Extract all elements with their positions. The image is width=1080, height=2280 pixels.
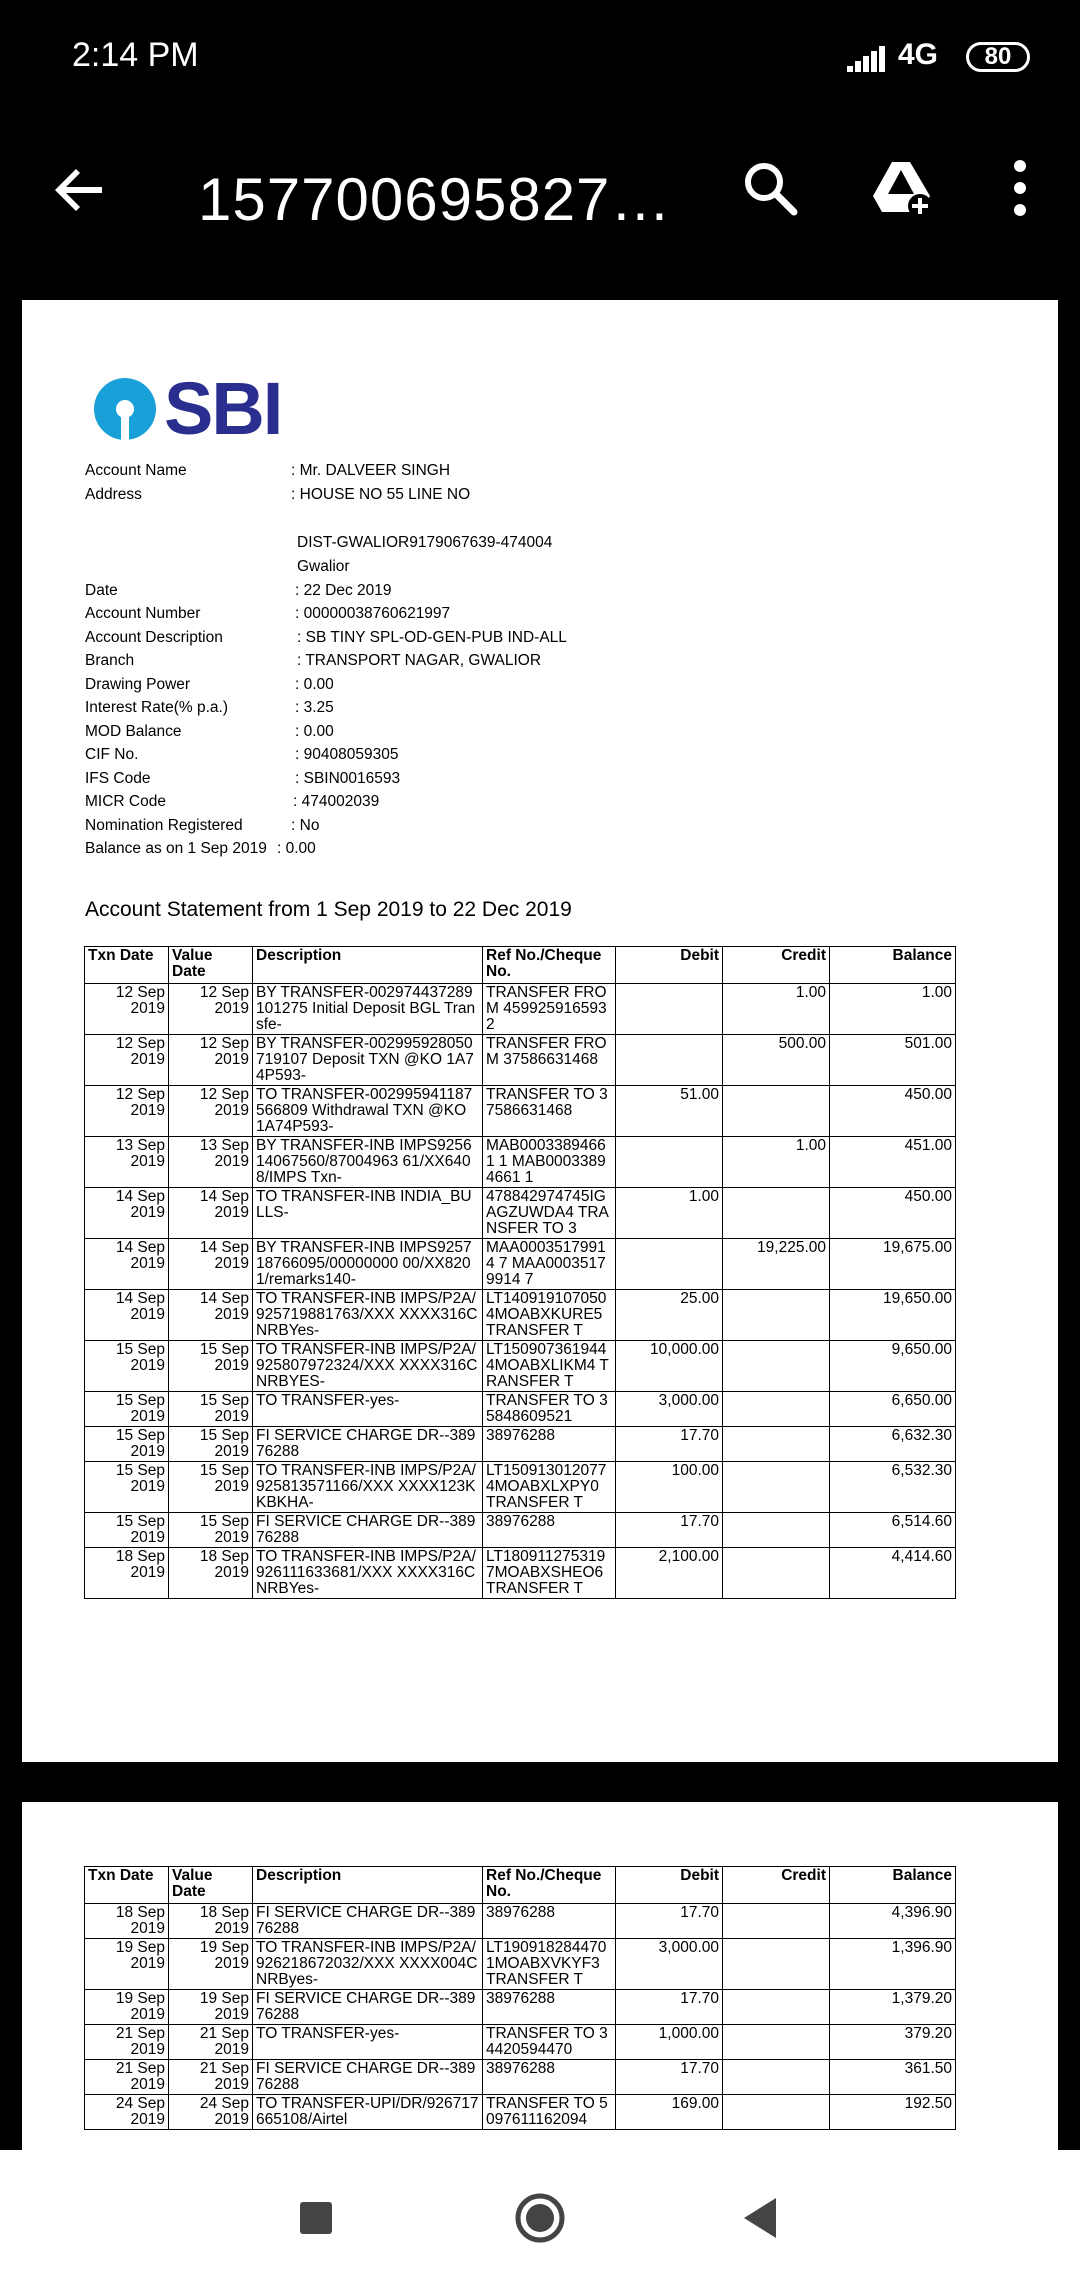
cell-description: TO TRANSFER-INB IMPS/P2A/926111633681/XXX XXXX316CNRBYes- <box>253 1548 483 1599</box>
app-bar <box>0 120 1080 300</box>
table-row <box>85 1904 956 1939</box>
arrow-back-icon[interactable] <box>50 160 110 220</box>
cell-credit <box>723 1341 830 1392</box>
cell-value-date: 18 Sep 2019 <box>169 1548 253 1599</box>
table-row <box>85 1188 956 1239</box>
header-description: Description <box>253 1867 483 1904</box>
battery-indicator: 80 <box>966 42 1030 72</box>
status-bar <box>0 0 1080 120</box>
header-credit: Credit <box>723 1867 830 1904</box>
cell-txn-date: 24 Sep 2019 <box>85 2095 169 2130</box>
cell-credit: 1.00 <box>723 1137 830 1188</box>
cell-txn-date: 21 Sep 2019 <box>85 2060 169 2095</box>
cell-txn-date: 14 Sep 2019 <box>85 1239 169 1290</box>
cell-debit: 17.70 <box>616 1904 723 1939</box>
cell-debit: 1,000.00 <box>616 2025 723 2060</box>
pdf-page-2 <box>22 1802 1058 2150</box>
table-row <box>85 1462 956 1513</box>
table-row <box>85 1239 956 1290</box>
cell-value-date: 18 Sep 2019 <box>169 1904 253 1939</box>
cell-value-date: 14 Sep 2019 <box>169 1188 253 1239</box>
cell-txn-date: 18 Sep 2019 <box>85 1548 169 1599</box>
cell-balance: 6,532.30 <box>830 1462 956 1513</box>
cell-description: FI SERVICE CHARGE DR--38976288 <box>253 1904 483 1939</box>
cell-value-date: 12 Sep 2019 <box>169 1086 253 1137</box>
cell-credit <box>723 1939 830 1990</box>
header-txn-date: Txn Date <box>85 947 169 984</box>
transactions-body-page-1 <box>85 984 956 1599</box>
table-row <box>85 1341 956 1392</box>
header-credit: Credit <box>723 947 830 984</box>
cell-ref-no: LT180911275319 7MOABXSHEO6 TRANSFER T <box>483 1548 616 1599</box>
table-row <box>85 1939 956 1990</box>
cell-debit <box>616 984 723 1035</box>
cell-description: TO TRANSFER-yes- <box>253 2025 483 2060</box>
header-value-date: Value Date <box>169 1867 253 1904</box>
cell-txn-date: 21 Sep 2019 <box>85 2025 169 2060</box>
cell-ref-no: LT140919107050 4MOABXKURE5 TRANSFER T <box>483 1290 616 1341</box>
cell-credit <box>723 1290 830 1341</box>
table-row <box>85 1035 956 1086</box>
table-row <box>85 1086 956 1137</box>
cell-credit <box>723 1086 830 1137</box>
cell-txn-date: 15 Sep 2019 <box>85 1462 169 1513</box>
cell-debit: 25.00 <box>616 1290 723 1341</box>
nav-recents-icon[interactable] <box>286 2188 346 2248</box>
cell-balance: 19,675.00 <box>830 1239 956 1290</box>
cell-balance: 4,396.90 <box>830 1904 956 1939</box>
table-header-row <box>85 1867 956 1904</box>
cell-value-date: 21 Sep 2019 <box>169 2060 253 2095</box>
cell-debit: 1.00 <box>616 1188 723 1239</box>
cell-debit <box>616 1137 723 1188</box>
table-row <box>85 1548 956 1599</box>
cell-description: BY TRANSFER-INB IMPS925718766095/00000000 00/XX8201/remarks140- <box>253 1239 483 1290</box>
table-header-row <box>85 947 956 984</box>
cell-txn-date: 18 Sep 2019 <box>85 1904 169 1939</box>
cell-txn-date: 14 Sep 2019 <box>85 1290 169 1341</box>
table-row <box>85 1290 956 1341</box>
cell-description: TO TRANSFER-INB IMPS/P2A/925807972324/XXX XXXX316CNRBYES- <box>253 1341 483 1392</box>
cell-value-date: 15 Sep 2019 <box>169 1462 253 1513</box>
pdf-viewer[interactable] <box>0 300 1080 2150</box>
cell-credit: 19,225.00 <box>723 1239 830 1290</box>
search-icon[interactable] <box>738 156 802 220</box>
cell-balance: 451.00 <box>830 1137 956 1188</box>
cell-credit <box>723 1427 830 1462</box>
cell-txn-date: 19 Sep 2019 <box>85 1990 169 2025</box>
cell-description: TO TRANSFER-UPI/DR/926717665108/Airtel <box>253 2095 483 2130</box>
cell-txn-date: 12 Sep 2019 <box>85 1086 169 1137</box>
cell-credit: 500.00 <box>723 1035 830 1086</box>
cell-description: TO TRANSFER-INB IMPS/P2A/926218672032/XXX XXXX004CNRByes- <box>253 1939 483 1990</box>
cell-description: BY TRANSFER-002995928050719107 Deposit TXN @KO 1A74P593- <box>253 1035 483 1086</box>
cell-debit: 100.00 <box>616 1462 723 1513</box>
header-value-date: Value Date <box>169 947 253 984</box>
cell-txn-date: 19 Sep 2019 <box>85 1939 169 1990</box>
cell-debit <box>616 1239 723 1290</box>
cell-ref-no: MAA00035179914 7 MAA00035179914 7 <box>483 1239 616 1290</box>
document-title: 157700695827… <box>198 166 672 233</box>
drive-add-icon[interactable] <box>870 156 934 220</box>
cell-debit: 17.70 <box>616 1427 723 1462</box>
sbi-logo-text: SBI <box>164 367 282 450</box>
cell-value-date: 19 Sep 2019 <box>169 1990 253 2025</box>
cell-ref-no: LT150907361944 4MOABXLIKM4 TRANSFER T <box>483 1341 616 1392</box>
cell-ref-no: TRANSFER TO 5097611162094 <box>483 2095 616 2130</box>
pdf-page-1: SBI Account Name : Mr. DALVEER SINGH Address : HOUSE NO 55 LINE NO DIST-GWALIOR9179067639-474004 Gwalior Date : 22 Dec 2019 Account Number : 00000038760621997 Account Description : SB TINY SPL-OD-GEN-PUB IND-ALL Branch : TRANSPORT NAGAR, GWALIOR Drawing Power : 0.00 Interest Rate(% p.a.) : 3.25 MOD Balance : 0.00 CIF No. : 90408059305 IFS Code : SBIN0016593 MICR Code : 474002039 Nomination Registered : No Balance as on 1 Sep 2019 : 0.00 Account Statement from 1 Sep 2019 to 22 Dec 2019 Txn Date Value Date Description Ref No./Cheque No. Debit Credit Balance 12 Sep 2019 12 Sep 2019 BY TRANSFER-002974437289101275 Initial Deposit BGL Transfe- TRANSFER FROM 4599259165932 1.00 1.00 12 Sep 2019 12 Sep 2019 BY TRANSFER-002995928050719107 Deposit TXN @KO 1A74P593- TRANSFER FROM 37586631468 500.00 501.00 12 Sep 2019 12 Sep 2019 TO TRANSFER-002995941187566809 Withdrawal TXN @KO 1A74P593- TRANSFER TO 37586631468 51.00 450.00 13 Sep 2019 13 Sep 2019 BY TRANSFER-INB IMPS925614067560/87004963 61/XX6408/IMPS Txn- MAB00033894661 1 MAB00033894661 1 1.00 451.00 14 Sep 2019 14 Sep 2019 TO TRANSFER-INB INDIA_BULLS- 478842974745IG AGZUWDA4 TRANSFER TO 3 1.00 450.00 14 Sep 2019 14 Sep 2019 BY TRANSFER-INB IMPS925718766095/00000000 00/XX8201/remarks140- MAA00035179914 7 MAA00035179914 7 19,225.00 19,675.00 14 Sep 2019 14 Sep 2019 TO TRANSFER-INB IMPS/P2A/925719881763/XXX XXXX316CNRBYes- LT140919107050 4MOABXKURE5 TRANSFER T 25.00 19,650.00 15 Sep 2019 15 Sep 2019 TO TRANSFER-INB IMPS/P2A/925807972324/XXX XXXX316CNRBYES- LT150907361944 4MOABXLIKM4 TRANSFER T 10,000.00 9,650.00 15 Sep 2019 15 Sep 2019 TO TRANSFER-yes- TRANSFER TO 35848609521 3,000.00 6,650.00 15 Sep 2019 15 Sep 2019 FI SERVICE CHARGE DR--38976288 38976288 17.70 6,632.30 15 Sep 2019 15 Sep 2019 TO TRANSFER-INB IMPS/P2A/925813571166/XXX XXXX123KKBKHA- LT150913012077 4MOABXLXPY0 TRANSFER T 100.00 6,532.30 15 Sep 2019 15 Sep 2019 FI SERVICE CHARGE DR--38976288 38976288 17.70 6,514.60 18 Sep 2019 18 Sep 2019 TO TRANSFER-INB IMPS/P2A/926111633681/XXX XXXX316CNRBYes- LT180911275319 7MOABXSHEO6 TRANSFER T 2,100.00 4,414.60 <box>22 300 1058 1762</box>
header-balance: Balance <box>830 947 956 984</box>
cell-txn-date: 15 Sep 2019 <box>85 1427 169 1462</box>
table-row <box>85 1427 956 1462</box>
cell-credit <box>723 1462 830 1513</box>
nav-back-icon[interactable] <box>732 2188 792 2248</box>
cell-credit <box>723 1392 830 1427</box>
cell-credit <box>723 1904 830 1939</box>
header-ref-no: Ref No./Cheque No. <box>483 947 616 984</box>
cell-txn-date: 15 Sep 2019 <box>85 1392 169 1427</box>
table-row <box>85 1513 956 1548</box>
cell-credit <box>723 1548 830 1599</box>
cell-description: FI SERVICE CHARGE DR--38976288 <box>253 2060 483 2095</box>
cell-description: BY TRANSFER-002974437289101275 Initial Deposit BGL Transfe- <box>253 984 483 1035</box>
cell-balance: 6,650.00 <box>830 1392 956 1427</box>
cell-balance: 379.20 <box>830 2025 956 2060</box>
cell-balance: 450.00 <box>830 1188 956 1239</box>
cell-balance: 6,514.60 <box>830 1513 956 1548</box>
cell-txn-date: 12 Sep 2019 <box>85 1035 169 1086</box>
sbi-logo-mark-icon <box>94 378 156 440</box>
cell-ref-no: TRANSFER FROM 4599259165932 <box>483 984 616 1035</box>
header-balance: Balance <box>830 1867 956 1904</box>
cell-balance: 19,650.00 <box>830 1290 956 1341</box>
table-row <box>85 1137 956 1188</box>
cell-credit <box>723 2095 830 2130</box>
transactions-table-page-2 <box>84 1866 956 2130</box>
cell-description: BY TRANSFER-INB IMPS925614067560/87004963 61/XX6408/IMPS Txn- <box>253 1137 483 1188</box>
status-time: 2:14 PM <box>72 36 199 74</box>
cell-ref-no: TRANSFER TO 37586631468 <box>483 1086 616 1137</box>
cell-balance: 1,379.20 <box>830 1990 956 2025</box>
cell-value-date: 21 Sep 2019 <box>169 2025 253 2060</box>
table-row <box>85 984 956 1035</box>
cell-balance: 9,650.00 <box>830 1341 956 1392</box>
header-description: Description <box>253 947 483 984</box>
table-row <box>85 2025 956 2060</box>
header-debit: Debit <box>616 947 723 984</box>
sbi-logo <box>94 367 314 450</box>
cell-debit: 169.00 <box>616 2095 723 2130</box>
cell-debit: 17.70 <box>616 2060 723 2095</box>
cell-debit: 3,000.00 <box>616 1939 723 1990</box>
cell-ref-no: 38976288 <box>483 1904 616 1939</box>
system-nav-bar <box>0 2150 1080 2280</box>
table-row <box>85 1990 956 2025</box>
cell-debit: 17.70 <box>616 1990 723 2025</box>
cell-credit <box>723 2025 830 2060</box>
cell-ref-no: TRANSFER TO 35848609521 <box>483 1392 616 1427</box>
statement-title: Account Statement from 1 Sep 2019 to 22 Dec 2019 <box>85 898 572 921</box>
cell-balance: 6,632.30 <box>830 1427 956 1462</box>
cell-balance: 450.00 <box>830 1086 956 1137</box>
header-debit: Debit <box>616 1867 723 1904</box>
cell-balance: 501.00 <box>830 1035 956 1086</box>
cell-credit <box>723 1990 830 2025</box>
cell-value-date: 24 Sep 2019 <box>169 2095 253 2130</box>
cell-ref-no: 478842974745IG AGZUWDA4 TRANSFER TO 3 <box>483 1188 616 1239</box>
transactions-body-page-2 <box>85 1904 956 2130</box>
nav-home-icon[interactable] <box>510 2188 570 2248</box>
transactions-table-page-1 <box>84 946 956 1599</box>
cell-balance: 361.50 <box>830 2060 956 2095</box>
cell-value-date: 12 Sep 2019 <box>169 984 253 1035</box>
network-type: 4G <box>898 38 939 71</box>
cell-ref-no: TRANSFER TO 34420594470 <box>483 2025 616 2060</box>
cell-txn-date: 14 Sep 2019 <box>85 1188 169 1239</box>
cell-txn-date: 13 Sep 2019 <box>85 1137 169 1188</box>
cell-txn-date: 15 Sep 2019 <box>85 1341 169 1392</box>
header-ref-no: Ref No./Cheque No. <box>483 1867 616 1904</box>
cell-balance: 1.00 <box>830 984 956 1035</box>
cell-debit: 2,100.00 <box>616 1548 723 1599</box>
cell-value-date: 15 Sep 2019 <box>169 1341 253 1392</box>
cell-ref-no: MAB00033894661 1 MAB00033894661 1 <box>483 1137 616 1188</box>
cell-description: TO TRANSFER-002995941187566809 Withdrawal TXN @KO 1A74P593- <box>253 1086 483 1137</box>
cell-value-date: 15 Sep 2019 <box>169 1513 253 1548</box>
cell-debit: 17.70 <box>616 1513 723 1548</box>
cell-txn-date: 12 Sep 2019 <box>85 984 169 1035</box>
cell-description: TO TRANSFER-INB INDIA_BULLS- <box>253 1188 483 1239</box>
cell-ref-no: TRANSFER FROM 37586631468 <box>483 1035 616 1086</box>
header-txn-date: Txn Date <box>85 1867 169 1904</box>
cell-ref-no: 38976288 <box>483 1513 616 1548</box>
cell-ref-no: LT150913012077 4MOABXLXPY0 TRANSFER T <box>483 1462 616 1513</box>
cell-balance: 1,396.90 <box>830 1939 956 1990</box>
cell-description: TO TRANSFER-yes- <box>253 1392 483 1427</box>
cell-credit <box>723 1513 830 1548</box>
cell-description: FI SERVICE CHARGE DR--38976288 <box>253 1513 483 1548</box>
cell-value-date: 14 Sep 2019 <box>169 1239 253 1290</box>
cell-description: FI SERVICE CHARGE DR--38976288 <box>253 1427 483 1462</box>
cell-ref-no: 38976288 <box>483 1990 616 2025</box>
cell-debit: 10,000.00 <box>616 1341 723 1392</box>
cell-value-date: 19 Sep 2019 <box>169 1939 253 1990</box>
cell-balance: 192.50 <box>830 2095 956 2130</box>
cell-description: FI SERVICE CHARGE DR--38976288 <box>253 1990 483 2025</box>
cell-credit <box>723 1188 830 1239</box>
cell-value-date: 14 Sep 2019 <box>169 1290 253 1341</box>
cell-ref-no: 38976288 <box>483 2060 616 2095</box>
cell-ref-no: 38976288 <box>483 1427 616 1462</box>
cell-debit: 51.00 <box>616 1086 723 1137</box>
table-row <box>85 2060 956 2095</box>
cell-debit <box>616 1035 723 1086</box>
cell-value-date: 15 Sep 2019 <box>169 1392 253 1427</box>
cell-value-date: 12 Sep 2019 <box>169 1035 253 1086</box>
cell-txn-date: 15 Sep 2019 <box>85 1513 169 1548</box>
table-row <box>85 1392 956 1427</box>
table-row <box>85 2095 956 2130</box>
cell-description: TO TRANSFER-INB IMPS/P2A/925813571166/XXX XXXX123KKBKHA- <box>253 1462 483 1513</box>
cell-balance: 4,414.60 <box>830 1548 956 1599</box>
cell-ref-no: LT190918284470 1MOABXVKYF3 TRANSFER T <box>483 1939 616 1990</box>
cell-value-date: 13 Sep 2019 <box>169 1137 253 1188</box>
cell-debit: 3,000.00 <box>616 1392 723 1427</box>
signal-icon <box>845 44 891 74</box>
cell-credit <box>723 2060 830 2095</box>
cell-description: TO TRANSFER-INB IMPS/P2A/925719881763/XXX XXXX316CNRBYes- <box>253 1290 483 1341</box>
cell-credit: 1.00 <box>723 984 830 1035</box>
more-vert-icon[interactable] <box>988 156 1052 220</box>
cell-value-date: 15 Sep 2019 <box>169 1427 253 1462</box>
